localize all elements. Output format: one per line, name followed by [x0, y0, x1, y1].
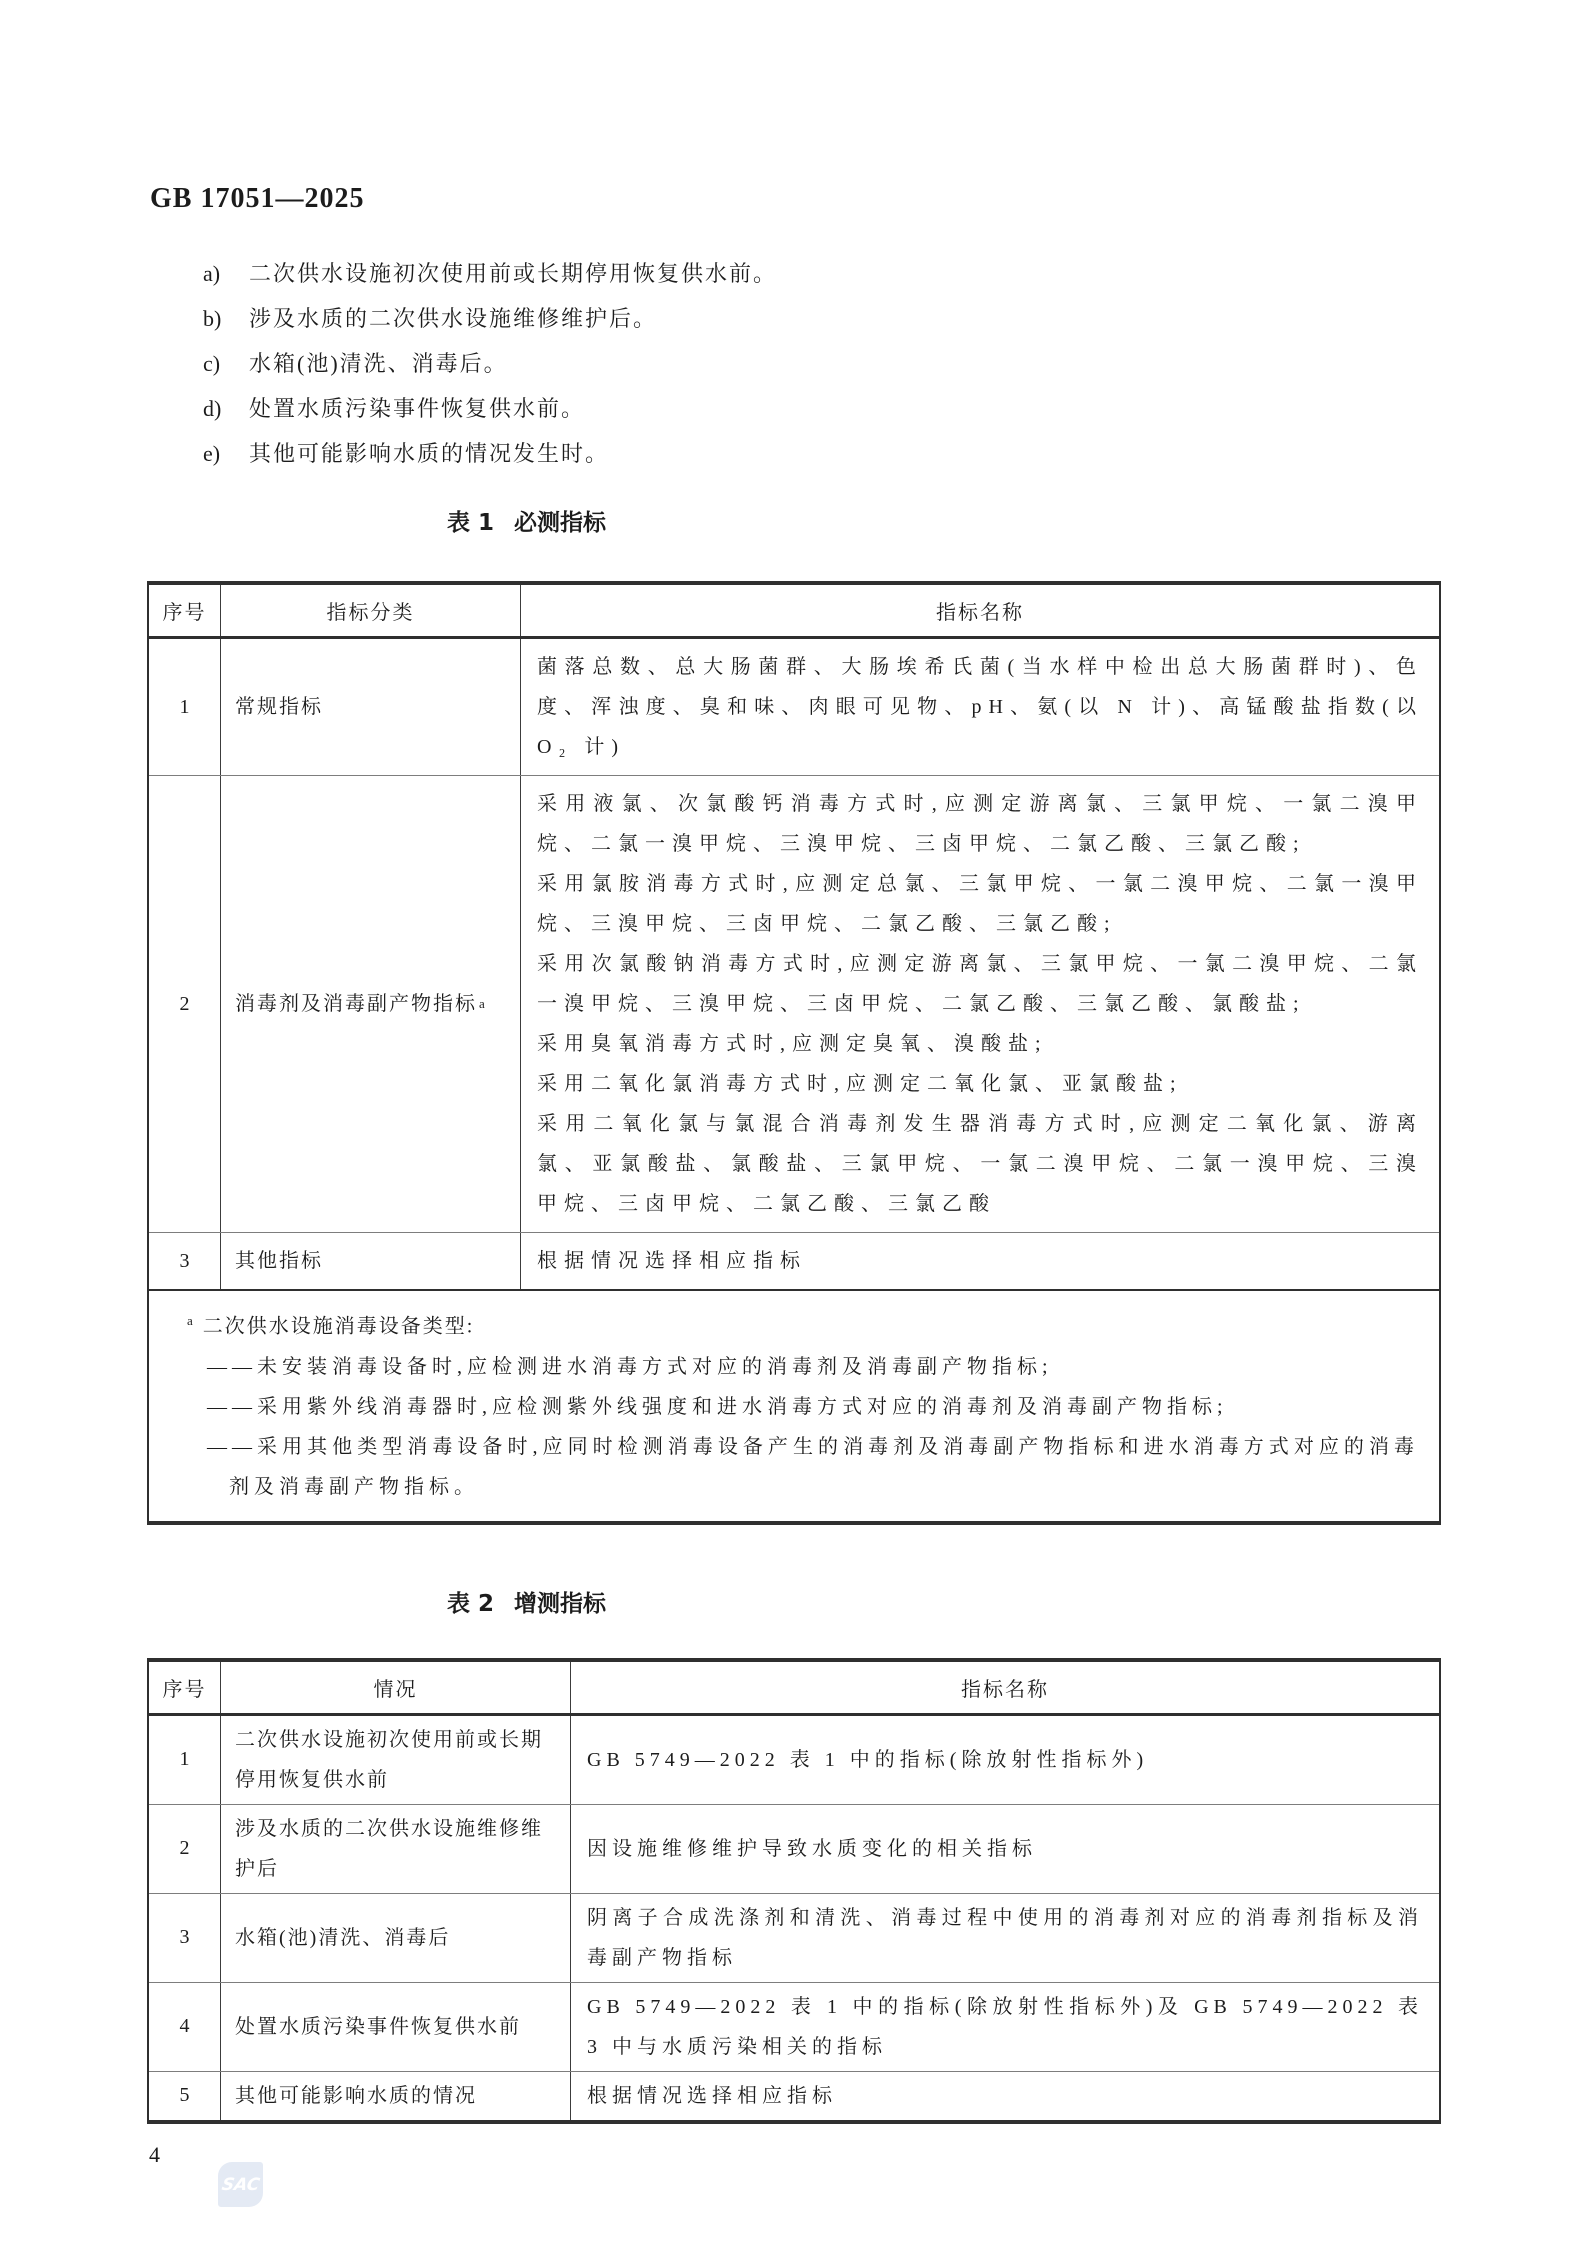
footnote-title: $^a$ 二次供水设施消毒设备类型:: [187, 1313, 475, 1338]
indicator-paragraph: 根据情况选择相应指标: [537, 1250, 807, 1272]
sac-logo: [218, 2162, 263, 2207]
list-item-a: [147, 251, 1441, 296]
table1-footnote: [149, 1291, 1439, 1521]
list-item-c: [147, 341, 1441, 386]
row-situation: 水箱(池)清洗、消毒后: [221, 1894, 571, 1982]
list-item-text: 涉及水质的二次供水设施维修维护后。: [249, 306, 658, 331]
list-item-e: [147, 431, 1441, 476]
table2-caption: [447, 1585, 1441, 1618]
indicator-paragraph: 采用二氧化氯消毒方式时,应测定二氧化氯、亚氯酸盐;: [537, 1073, 1183, 1095]
table1-header-indicator: 指标名称: [936, 602, 1024, 624]
table2: [147, 1658, 1441, 2124]
list-item-marker: c): [203, 351, 221, 376]
row-no: 3: [149, 1894, 221, 1982]
list-item-marker: d): [203, 396, 222, 421]
list-item-marker: a): [203, 261, 221, 286]
intro-list: [147, 251, 1441, 476]
table1-row-2: [149, 776, 1439, 1233]
row-situation: 处置水质污染事件恢复供水前: [221, 1983, 571, 2071]
row-no: 4: [149, 1983, 221, 2071]
row-no: 2: [149, 1805, 221, 1893]
list-item-marker: b): [203, 306, 222, 331]
footnote-item: ——采用紫外线消毒器时,应检测紫外线强度和进水消毒方式对应的消毒剂及消毒副产物指标;: [207, 1395, 1228, 1418]
footnote-item: ——采用其他类型消毒设备时,应同时检测消毒设备产生的消毒剂及消毒副产物指标和进水消毒方式对应的消毒剂及消毒副产物指标。: [207, 1435, 1419, 1498]
row-situation: 涉及水质的二次供水设施维修维护后: [221, 1805, 571, 1893]
table2-row-3: [149, 1894, 1439, 1983]
indicator-paragraph: 采用液氯、次氯酸钙消毒方式时,应测定游离氯、三氯甲烷、一氯二溴甲烷、二氯一溴甲烷、三溴甲烷、三卤甲烷、二氯乙酸、三氯乙酸;: [537, 793, 1423, 855]
table2-row-5: [149, 2072, 1439, 2120]
table2-header-row: [149, 1662, 1439, 1716]
table1-header-row: [149, 585, 1439, 639]
table2-caption-title: 增测指标: [514, 1590, 607, 1617]
table2-row-4: [149, 1983, 1439, 2072]
row-indicators: [521, 639, 1439, 775]
footnote-marker: a: [187, 1313, 193, 1328]
row-indicator: 因设施维修维护导致水质变化的相关指标: [587, 1837, 1037, 1860]
list-item-text: 处置水质污染事件恢复供水前。: [249, 396, 586, 421]
footnote-item: ——未安装消毒设备时,应检测进水消毒方式对应的消毒剂及消毒副产物指标;: [207, 1355, 1053, 1378]
row-category: 常规指标: [221, 639, 521, 775]
row-no: 1: [149, 1716, 221, 1804]
indicator-paragraph: 采用次氯酸钠消毒方式时,应测定游离氯、三氯甲烷、一氯二溴甲烷、二氯一溴甲烷、三溴甲烷、三卤甲烷、二氯乙酸、三氯乙酸、氯酸盐;: [537, 953, 1423, 1015]
indicator-paragraph: 菌落总数、总大肠菌群、大肠埃希氏菌(当水样中检出总大肠菌群时)、色度、浑浊度、臭和味、肉眼可见物、pH、氨(以 N 计)、高锰酸盐指数(以 O₂ 计): [537, 656, 1423, 758]
list-item-text: 其他可能影响水质的情况发生时。: [249, 441, 610, 466]
table1-caption-label: 表 1: [447, 510, 495, 536]
indicator-paragraph: 采用二氧化氯与氯混合消毒剂发生器消毒方式时,应测定二氧化氯、游离氯、亚氯酸盐、氯酸盐、三氯甲烷、一氯二溴甲烷、二氯一溴甲烷、三溴甲烷、三卤甲烷、二氯乙酸、三氯乙酸: [537, 1113, 1423, 1215]
doc-number: GB 17051—2025: [150, 183, 365, 214]
table2-row-2: [149, 1805, 1439, 1894]
table2-header-situation: 情况: [221, 1662, 571, 1713]
table2-row-1: [149, 1716, 1439, 1805]
table2-header-no: 序号: [149, 1662, 221, 1713]
list-item-d: [147, 386, 1441, 431]
row-category: 消毒剂及消毒副产物指标 a: [221, 776, 521, 1232]
row-indicator: 阴离子合成洗涤剂和清洗、消毒过程中使用的消毒剂对应的消毒剂指标及消毒副产物指标: [587, 1906, 1423, 1969]
table1-row-1: [149, 639, 1439, 776]
row-no: 2: [149, 776, 221, 1232]
row-indicators: [521, 776, 1439, 1232]
list-item-text: 水箱(池)清洗、消毒后。: [249, 351, 508, 376]
row-no: 5: [149, 2072, 221, 2120]
table1: [147, 581, 1441, 1525]
indicator-paragraph: 采用臭氧消毒方式时,应测定臭氧、溴酸盐;: [537, 1033, 1048, 1055]
row-indicator: 根据情况选择相应指标: [587, 2084, 837, 2107]
indicator-paragraph: 采用氯胺消毒方式时,应测定总氯、三氯甲烷、一氯二溴甲烷、二氯一溴甲烷、三溴甲烷、三卤甲烷、二氯乙酸、三氯乙酸;: [537, 873, 1423, 935]
table1-header-category: 指标分类: [221, 585, 521, 636]
sac-logo-text: SAC: [220, 2174, 261, 2195]
table1-caption: [447, 504, 1441, 537]
footnote-marker-ref: a: [479, 996, 485, 1011]
row-indicators: [521, 1233, 1439, 1289]
row-indicator: GB 5749—2022 表 1 中的指标(除放射性指标外)及 GB 5749—2022 表 3 中与水质污染相关的指标: [587, 1995, 1423, 2058]
list-item-text: 二次供水设施初次使用前或长期停用恢复供水前。: [249, 261, 778, 286]
table1-header-no: 序号: [149, 585, 221, 636]
table1-row-3: [149, 1233, 1439, 1291]
row-no: 1: [149, 639, 221, 775]
table2-header-indicator: 指标名称: [961, 1678, 1049, 1701]
row-no: 3: [149, 1233, 221, 1289]
list-item-b: [147, 296, 1441, 341]
list-item-marker: e): [203, 441, 221, 466]
row-situation: 其他可能影响水质的情况: [221, 2072, 571, 2120]
page-number: 4: [149, 2141, 160, 2167]
table2-caption-label: 表 2: [447, 1590, 495, 1617]
row-category: 其他指标: [221, 1233, 521, 1289]
row-situation: 二次供水设施初次使用前或长期停用恢复供水前: [221, 1716, 571, 1804]
table1-caption-title: 必测指标: [514, 510, 607, 536]
row-indicator: GB 5749—2022 表 1 中的指标(除放射性指标外): [587, 1748, 1149, 1771]
